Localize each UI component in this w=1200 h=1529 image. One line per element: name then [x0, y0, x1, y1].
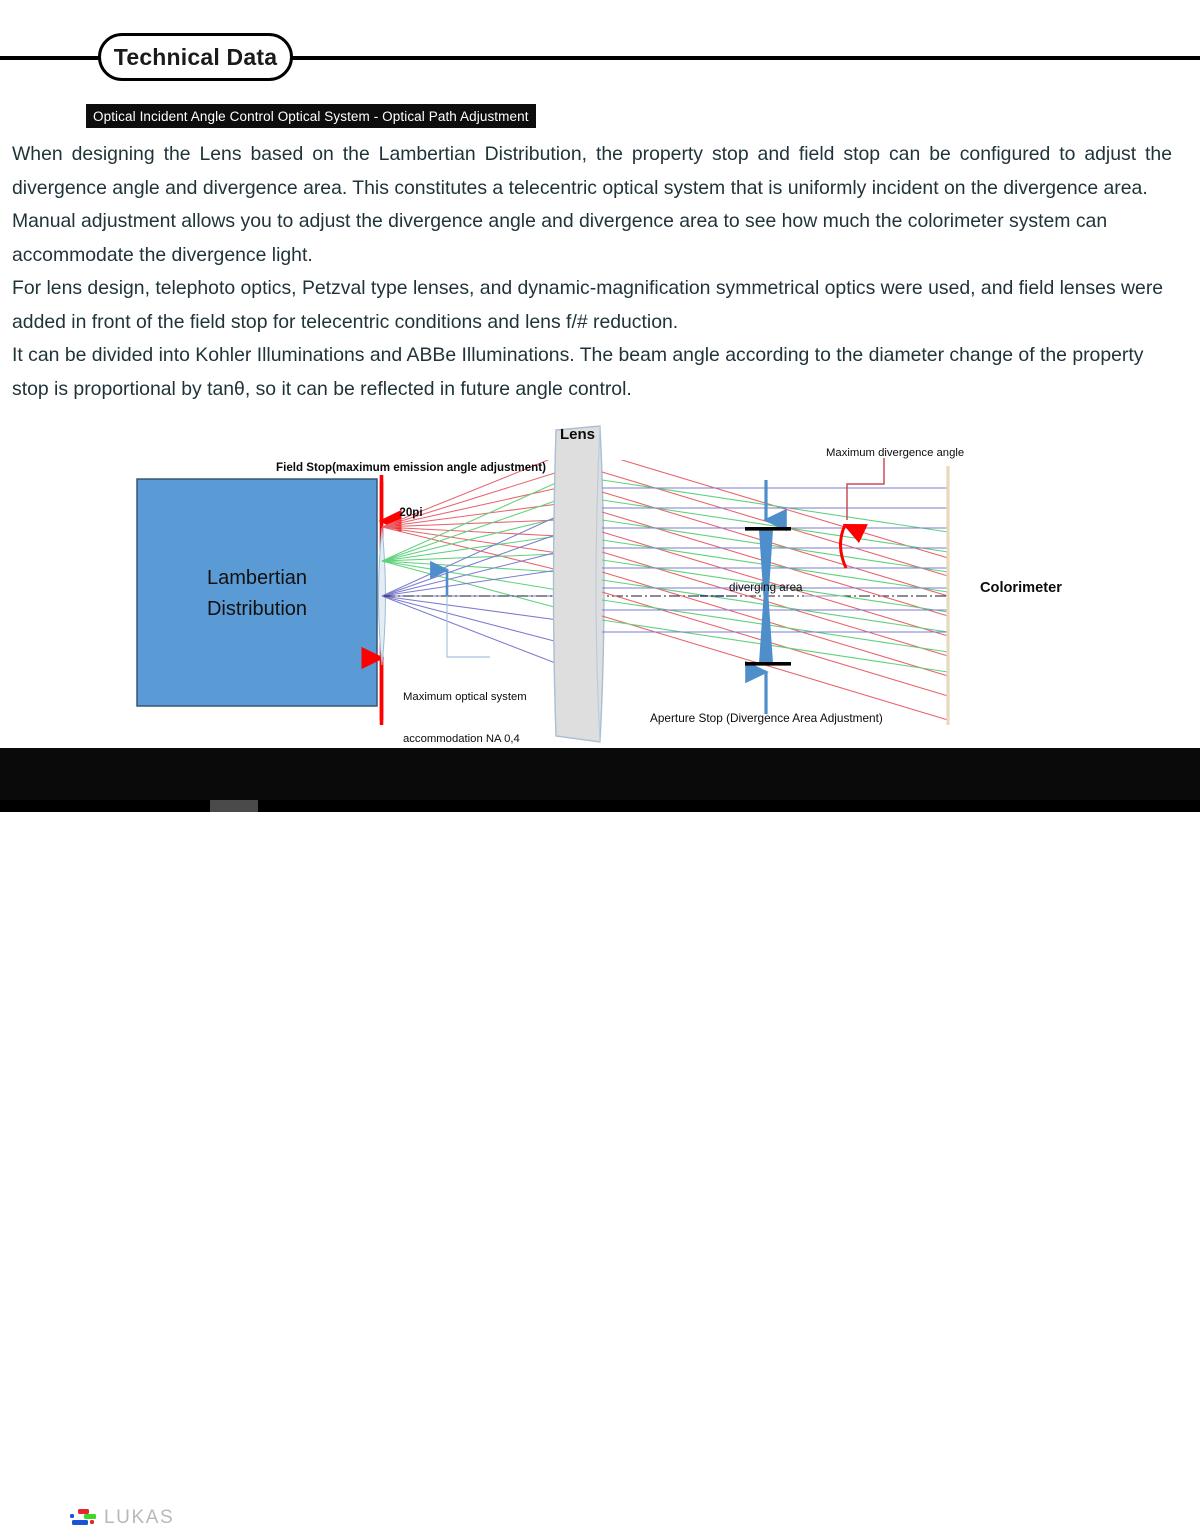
paragraph-4: It can be divided into Kohler Illuminations and ABBe Illuminations. The beam angle according to the diameter change of the property stop is proportional by tanθ, so it can be reflected in future angle control.: [12, 344, 1144, 400]
field-stop-value: 20pi: [399, 506, 423, 519]
footer-bottom-strip: [0, 800, 1200, 812]
max-na-line-1: Maximum optical system: [403, 691, 527, 703]
paragraph-3: For lens design, telephoto optics, Petzval type lenses, and dynamic-magnification symmetrical optics were used, and field lenses were added in front of the field stop for telecentric conditions and lens f/# reduction.: [12, 277, 1164, 333]
colorimeter-label: Colorimeter: [980, 580, 1062, 596]
body-copy: [12, 138, 1172, 406]
lambertian-line-2: Distribution: [206, 598, 308, 620]
aperture-stop-label: Aperture Stop (Divergence Area Adjustment): [650, 711, 883, 725]
max-divergence-arc: [841, 525, 846, 568]
section-subtitle-bar: [86, 104, 536, 128]
ray-bundle-green-right: [602, 480, 948, 672]
paragraph-1: When designing the Lens based on the Lambertian Distribution, the property stop and field stop can be configured to adjust the divergence angle and divergence area. This constitutes a telecentric optical system that is uniformly incident on the divergence area.: [12, 143, 1172, 199]
diverging-area-label: diverging area: [729, 581, 803, 594]
footer-bar: [0, 748, 1200, 1528]
max-divergence-leader: [847, 458, 884, 520]
field-stop-label: Field Stop(maximum emission angle adjustment): [276, 461, 546, 474]
main-lens-element: [554, 426, 605, 742]
brand-name: LUKAS: [104, 1507, 175, 1528]
section-subtitle: Optical Incident Angle Control Optical System - Optical Path Adjustment: [93, 108, 529, 124]
page-title-pill: [98, 33, 293, 81]
max-na-line-2: accommodation NA 0,4: [403, 733, 520, 745]
brand-logo: [70, 1507, 174, 1529]
max-divergence-angle-label: Maximum divergence angle: [826, 447, 965, 459]
aperture-stop-lower: [745, 590, 791, 714]
paragraph-2: Manual adjustment allows you to adjust the divergence angle and divergence area to see how much the colorimeter system can accommodate the divergence light.: [12, 210, 1108, 266]
footer-progress-tick: [210, 800, 258, 812]
page-title: Technical Data: [113, 43, 278, 70]
lambertian-line-1: Lambertian: [206, 567, 308, 589]
field-stop-label-group: [271, 430, 551, 550]
lens-label: Lens: [560, 426, 596, 443]
lukas-logo-icon: [70, 1508, 96, 1529]
